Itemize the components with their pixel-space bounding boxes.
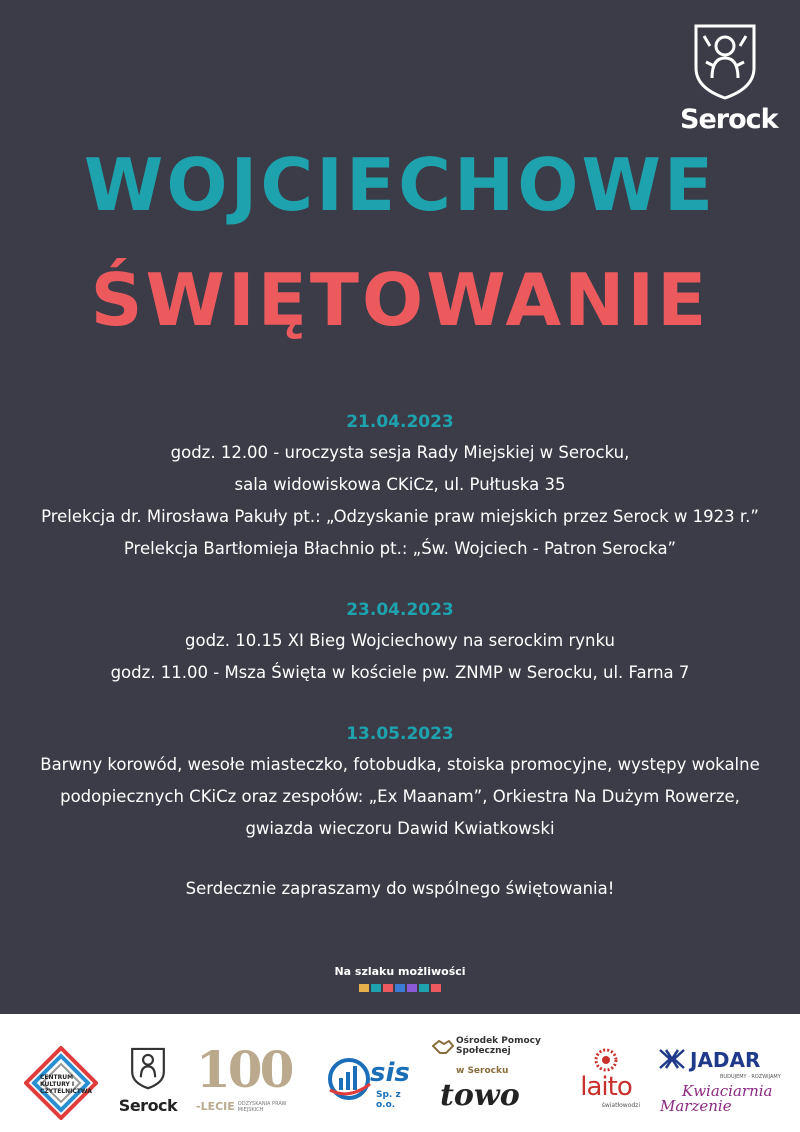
tagline-color-mark bbox=[419, 984, 429, 992]
100-lecie-sub: -LECIE bbox=[196, 1100, 235, 1113]
event-block bbox=[0, 595, 800, 689]
jadar-knot-icon bbox=[658, 1048, 686, 1070]
ckicz-logo bbox=[24, 1046, 98, 1120]
tagline-color-mark bbox=[395, 984, 405, 992]
invitation-text: Serdecznie zapraszamy do wspólnego świętowania! bbox=[185, 879, 615, 898]
event-line: godz. 12.00 - uroczysta sesja Rady Miejskiej w Serocku, bbox=[170, 443, 630, 462]
sis-sub: Sp. z o.o. bbox=[376, 1090, 401, 1110]
event-date: 21.04.2023 bbox=[346, 412, 454, 432]
tagline-color-mark bbox=[371, 984, 381, 992]
event-line: gwiazda wieczoru Dawid Kwiatkowski bbox=[245, 819, 555, 838]
laito-sub: światłowodzi bbox=[601, 1102, 640, 1109]
event-date: 23.04.2023 bbox=[346, 600, 454, 620]
sponsor-footer bbox=[0, 1014, 800, 1132]
jadar-sub: BUDUJEMY · ROZWIJAMY bbox=[720, 1074, 781, 1080]
title-line-2: ŚWIĘTOWANIE bbox=[90, 258, 710, 342]
event-line: Prelekcja dr. Mirosława Pakuły pt.: „Odzyskanie praw miejskich przez Serock w 1923 r.” bbox=[41, 507, 759, 526]
event-line: podopiecznych CKiCz oraz zespołów: „Ex Maanam”, Orkiestra Na Dużym Rowerze, bbox=[60, 787, 740, 806]
event-block bbox=[0, 719, 800, 845]
tagline-color-mark bbox=[359, 984, 369, 992]
kwiaciarnia-line-2: Marzenie bbox=[660, 1097, 732, 1115]
event-date: 13.05.2023 bbox=[346, 724, 454, 744]
handshake-icon bbox=[432, 1038, 454, 1056]
kwiaciarnia-line-1: Kwiaciarnia bbox=[682, 1082, 773, 1100]
sis-name: sis bbox=[370, 1058, 410, 1088]
ops-sub: w Serocku bbox=[456, 1066, 509, 1076]
laito-logo bbox=[566, 1048, 646, 1109]
title-line-1: WOJCIECHOWE bbox=[83, 143, 717, 227]
tagline-color-mark bbox=[431, 984, 441, 992]
100-lecie-caption: ODZYSKANIA PRAW MIEJSKICH bbox=[237, 1100, 287, 1113]
event-block bbox=[0, 407, 800, 565]
tagline-color-marks bbox=[0, 984, 800, 992]
tagline-color-mark bbox=[383, 984, 393, 992]
laito-name: laito bbox=[580, 1072, 632, 1102]
event-schedule bbox=[0, 407, 800, 905]
serock-footer-logo bbox=[118, 1046, 178, 1115]
kwiaciarnia-logo bbox=[660, 1084, 773, 1114]
ops-big-text: towo bbox=[440, 1078, 520, 1113]
ops-name: Ośrodek Pomocy Społecznej bbox=[456, 1036, 541, 1056]
ckicz-logo-text: CENTRUM KULTURY I CZYTELNICTWA bbox=[40, 1074, 92, 1095]
serock-footer-text: Serock bbox=[118, 1096, 178, 1115]
serock-logo-text: Serock bbox=[680, 104, 778, 135]
tagline-color-mark bbox=[407, 984, 417, 992]
100-lecie-logo bbox=[196, 1040, 308, 1115]
sis-swoosh-icon bbox=[326, 1056, 372, 1102]
event-line: godz. 11.00 - Msza Święta w kościele pw. ZNMP w Serocku, ul. Farna 7 bbox=[110, 663, 690, 682]
jadar-name: JADAR bbox=[690, 1048, 761, 1072]
serock-crest-icon bbox=[692, 22, 758, 100]
tagline: Na szlaku możliwości bbox=[334, 965, 466, 978]
event-line: sala widowiskowa CKiCz, ul. Pułtuska 35 bbox=[234, 475, 566, 494]
event-line: godz. 10.15 XI Bieg Wojciechowy na serockim rynku bbox=[185, 631, 615, 650]
event-line: Prelekcja Bartłomieja Błachnio pt.: „Św. Wojciech - Patron Serocka” bbox=[123, 539, 677, 558]
serock-logo bbox=[680, 22, 778, 135]
event-line: Barwny korowód, wesołe miasteczko, fotobudka, stoiska promocyjne, występy wokalne bbox=[40, 755, 760, 774]
laito-sunburst-icon bbox=[594, 1048, 618, 1072]
serock-crest-icon bbox=[130, 1046, 166, 1090]
100-lecie-number: 100 bbox=[196, 1040, 292, 1099]
